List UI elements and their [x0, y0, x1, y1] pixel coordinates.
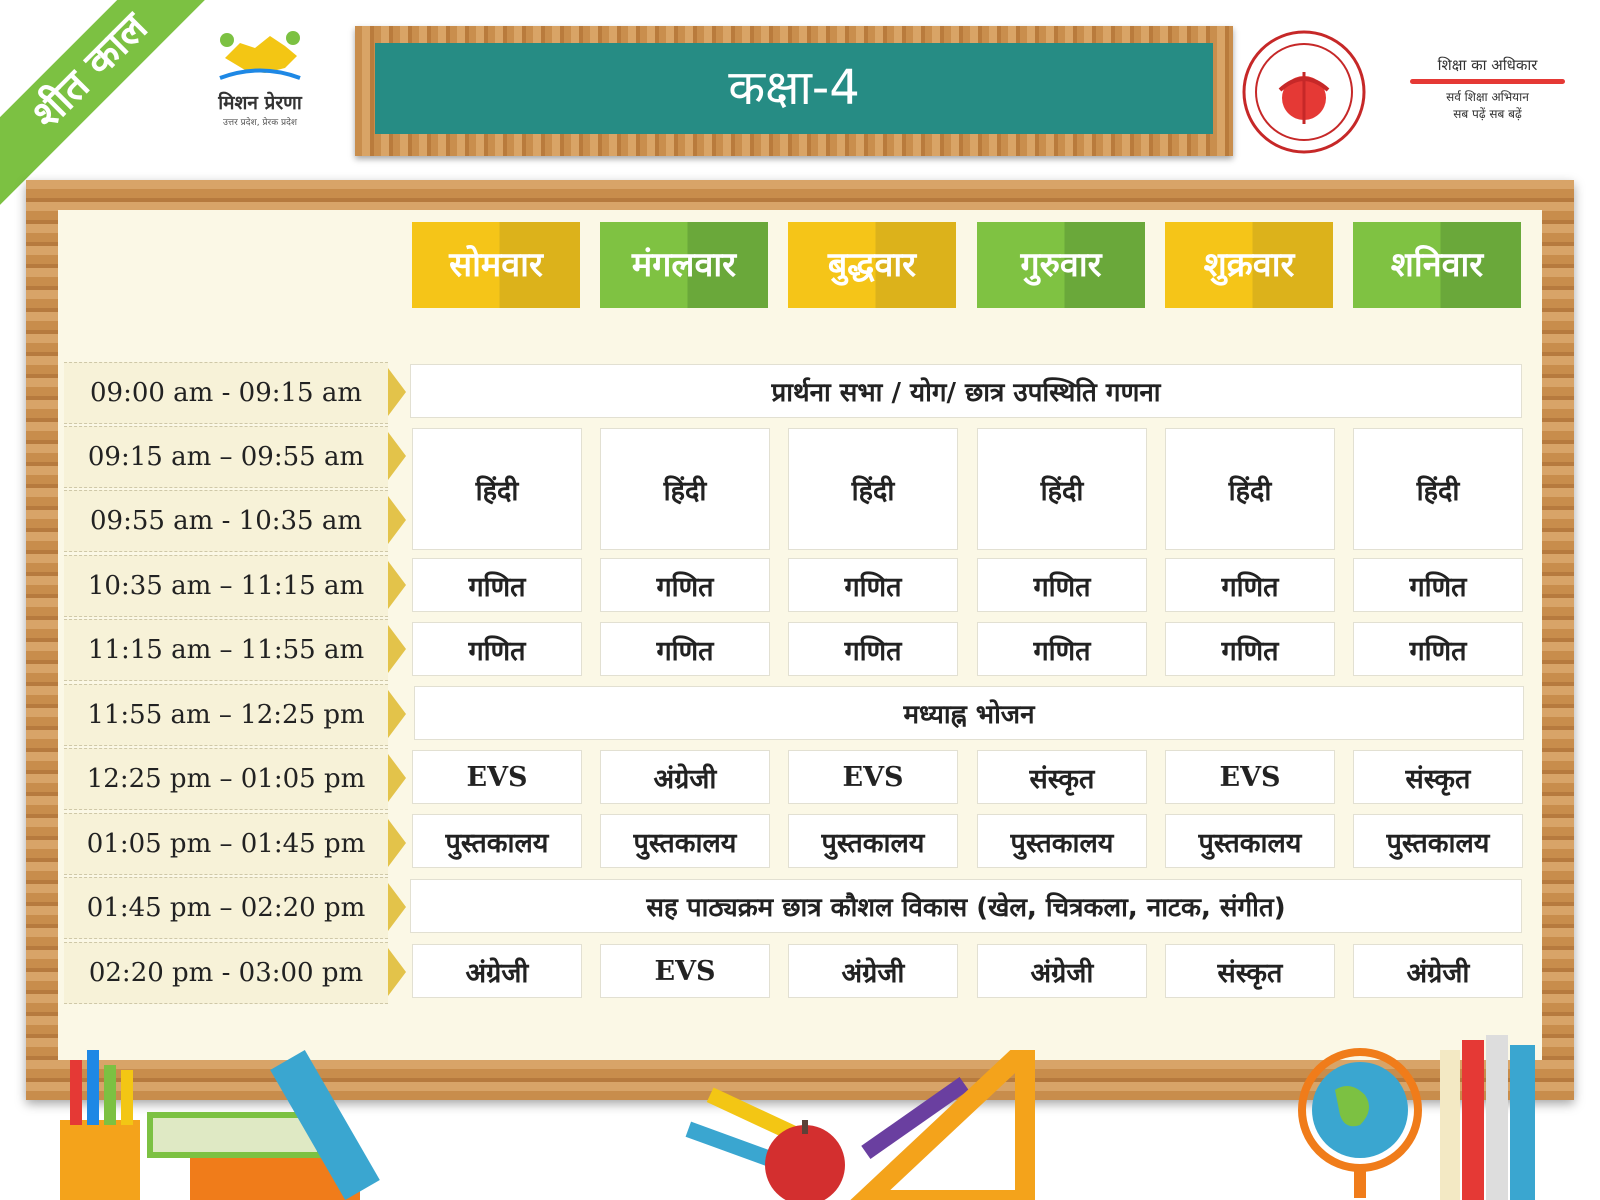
time-slot-4: 10:35 am – 11:15 am [64, 555, 388, 617]
schedule-cell: पुस्तकालय [977, 814, 1147, 868]
schedule-cell: EVS [788, 750, 958, 804]
time-slot-1: 09:00 am - 09:15 am [64, 362, 388, 424]
time-slot-arrow-icon [388, 368, 406, 416]
schedule-cell: पुस्तकालय [1353, 814, 1523, 868]
rte-slogan: सब पढ़ें सब बढ़ें [1453, 107, 1522, 121]
up-map-icon [215, 28, 305, 83]
books-and-pencils-icon [55, 1040, 435, 1200]
time-slot-arrow-icon [388, 625, 406, 673]
logo-tagline: उत्तर प्रदेश, प्रेरक प्रदेश [222, 118, 298, 128]
schedule-cell: संस्कृत [1165, 944, 1335, 998]
time-slot-arrow-icon [388, 432, 406, 480]
schedule-cell: हिंदी [788, 428, 958, 550]
schedule-cell: गणित [412, 622, 582, 676]
time-slot-7: 12:25 pm – 01:05 pm [64, 748, 388, 810]
schedule-cell: गणित [788, 558, 958, 612]
lunch-cell: मध्याह्न भोजन [414, 686, 1524, 740]
up-government-seal-icon [1240, 28, 1368, 156]
day-header-thursday: गुरुवार [977, 222, 1145, 308]
assembly-cell: प्रार्थना सभा / योग/ छात्र उपस्थिति गणना [410, 364, 1522, 418]
day-header-saturday: शनिवार [1353, 222, 1521, 308]
schedule-cell: पुस्तकालय [412, 814, 582, 868]
time-slot-arrow-icon [388, 496, 406, 544]
pencil-bar-icon [1410, 79, 1565, 84]
schedule-cell: अंग्रेजी [788, 944, 958, 998]
schedule-cell: पुस्तकालय [1165, 814, 1335, 868]
logo-org-name: मिशन प्रेरणा [218, 92, 302, 114]
rte-subtitle: सर्व शिक्षा अभियान [1446, 90, 1529, 104]
right-to-education-logo [1380, 45, 1595, 145]
time-slot-arrow-icon [388, 948, 406, 996]
globe-and-books-icon [1290, 1030, 1550, 1200]
title-board-frame [355, 26, 1233, 156]
schedule-cell: गणित [412, 558, 582, 612]
time-slot-10: 02:20 pm - 03:00 pm [64, 942, 388, 1004]
schedule-cell: गणित [1353, 558, 1523, 612]
day-header-friday: शुक्रवार [1165, 222, 1333, 308]
schedule-cell: EVS [1165, 750, 1335, 804]
schedule-cell: गणित [977, 558, 1147, 612]
schedule-cell: अंग्रेजी [977, 944, 1147, 998]
schedule-cell: हिंदी [1165, 428, 1335, 550]
day-header-monday: सोमवार [412, 222, 580, 308]
schedule-cell: गणित [1165, 558, 1335, 612]
cocurricular-cell: सह पाठ्यक्रम छात्र कौशल विकास (खेल, चित्रकला, नाटक, संगीत) [410, 879, 1522, 933]
time-slot-5: 11:15 am – 11:55 am [64, 619, 388, 681]
schedule-cell: गणित [600, 558, 770, 612]
schedule-cell: अंग्रेजी [412, 944, 582, 998]
season-ribbon: शीत काल [0, 0, 225, 206]
time-slot-9: 01:45 pm – 02:20 pm [64, 877, 388, 939]
schedule-cell: गणित [788, 622, 958, 676]
day-header-wednesday: बुद्धवार [788, 222, 956, 308]
schedule-cell: EVS [600, 944, 770, 998]
schedule-cell: गणित [977, 622, 1147, 676]
schedule-cell: गणित [1353, 622, 1523, 676]
time-slot-arrow-icon [388, 561, 406, 609]
schedule-cell: अंग्रेजी [1353, 944, 1523, 998]
time-slot-6: 11:55 am – 12:25 pm [64, 684, 388, 746]
schedule-cell: गणित [600, 622, 770, 676]
time-slot-arrow-icon [388, 754, 406, 802]
schedule-cell: संस्कृत [1353, 750, 1523, 804]
schedule-cell: गणित [1165, 622, 1335, 676]
time-slot-arrow-icon [388, 883, 406, 931]
schedule-cell: पुस्तकालय [600, 814, 770, 868]
page-title: कक्षा-4 [375, 43, 1213, 134]
mission-prerna-logo [185, 28, 335, 158]
time-slot-2: 09:15 am – 09:55 am [64, 426, 388, 488]
time-slot-arrow-icon [388, 690, 406, 738]
schedule-cell: हिंदी [1353, 428, 1523, 550]
schedule-cell: हिंदी [412, 428, 582, 550]
schedule-cell: संस्कृत [977, 750, 1147, 804]
day-header-tuesday: मंगलवार [600, 222, 768, 308]
schedule-cell: EVS [412, 750, 582, 804]
rte-title: शिक्षा का अधिकार [1437, 56, 1538, 74]
apple-and-geometry-set-icon [665, 1050, 1065, 1200]
schedule-cell: हिंदी [977, 428, 1147, 550]
time-slot-8: 01:05 pm – 01:45 pm [64, 813, 388, 875]
time-slot-arrow-icon [388, 819, 406, 867]
time-slot-3: 09:55 am - 10:35 am [64, 490, 388, 552]
schedule-cell: हिंदी [600, 428, 770, 550]
schedule-cell: अंग्रेजी [600, 750, 770, 804]
schedule-cell: पुस्तकालय [788, 814, 958, 868]
